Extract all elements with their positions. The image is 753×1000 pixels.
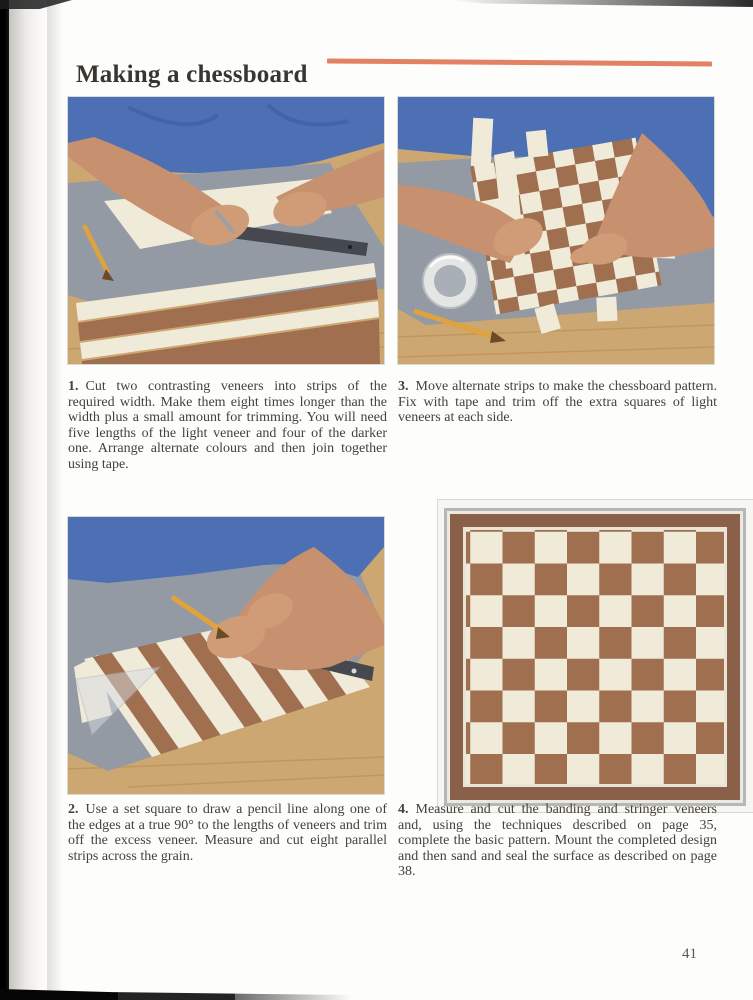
scan-shadow-top-right <box>448 0 753 7</box>
page-title: Making a chessboard <box>76 60 308 88</box>
step2-text: Use a set square to draw a pencil line along one of the edges at a true 90° to the lengths of veneers and trim off the excess veneer. Measure and cut eight parallel strips across the grain. <box>68 802 387 864</box>
photo-step4-finished-chessboard <box>438 500 753 812</box>
photo-step2-marking-with-set-square <box>68 517 384 794</box>
step1-number: 1. <box>68 379 79 394</box>
step4-number: 4. <box>398 802 409 817</box>
chessboard-squares <box>466 530 724 784</box>
rule-hole <box>352 669 357 674</box>
loose-strip <box>471 118 493 167</box>
caption-step1 <box>68 379 387 472</box>
photo-step2-illustration <box>68 517 384 794</box>
step1-text: Cut two contrasting veneers into strips of the required width. Make them eight times longer than the width plus a small amount for trimming. You will need five lengths of the light veneer and four of the darker one. Arrange alternate colours and then join together using tape. <box>68 379 387 472</box>
photo-step3-weaving-chessboard <box>398 97 714 364</box>
step3-number: 3. <box>398 379 409 394</box>
caption-step3 <box>398 379 717 426</box>
scan-shadow-top-left <box>0 0 72 9</box>
finished-chessboard <box>444 508 746 806</box>
gutter-shadow <box>47 0 63 1000</box>
caption-step4 <box>398 802 717 880</box>
step3-text: Move alternate strips to make the chessboard pattern. Fix with tape and trim off the extra squares of light veneers at each side. <box>398 379 717 425</box>
scan-shadow-bottom <box>0 989 352 1000</box>
photo-step1-illustration <box>68 97 384 364</box>
photo-step4-illustration <box>438 500 753 812</box>
photo-step3-illustration <box>398 97 714 364</box>
tape-roll-hole <box>434 265 466 297</box>
heading-accent-rule <box>327 58 712 66</box>
step2-number: 2. <box>68 802 79 817</box>
caption-step2 <box>68 802 387 864</box>
photo-step1-cutting-veneer-strips <box>68 97 384 364</box>
previous-page-edge <box>9 0 47 1000</box>
page-number: 41 <box>682 946 697 962</box>
book-spine-shadow <box>0 0 9 1000</box>
rule-hole <box>348 245 352 249</box>
step4-text: Measure and cut the banding and stringer veneers and, using the techniques described on page 35, complete the basic pattern. Mount the completed design and then sand and seal the surface as described on page 38. <box>398 802 717 879</box>
